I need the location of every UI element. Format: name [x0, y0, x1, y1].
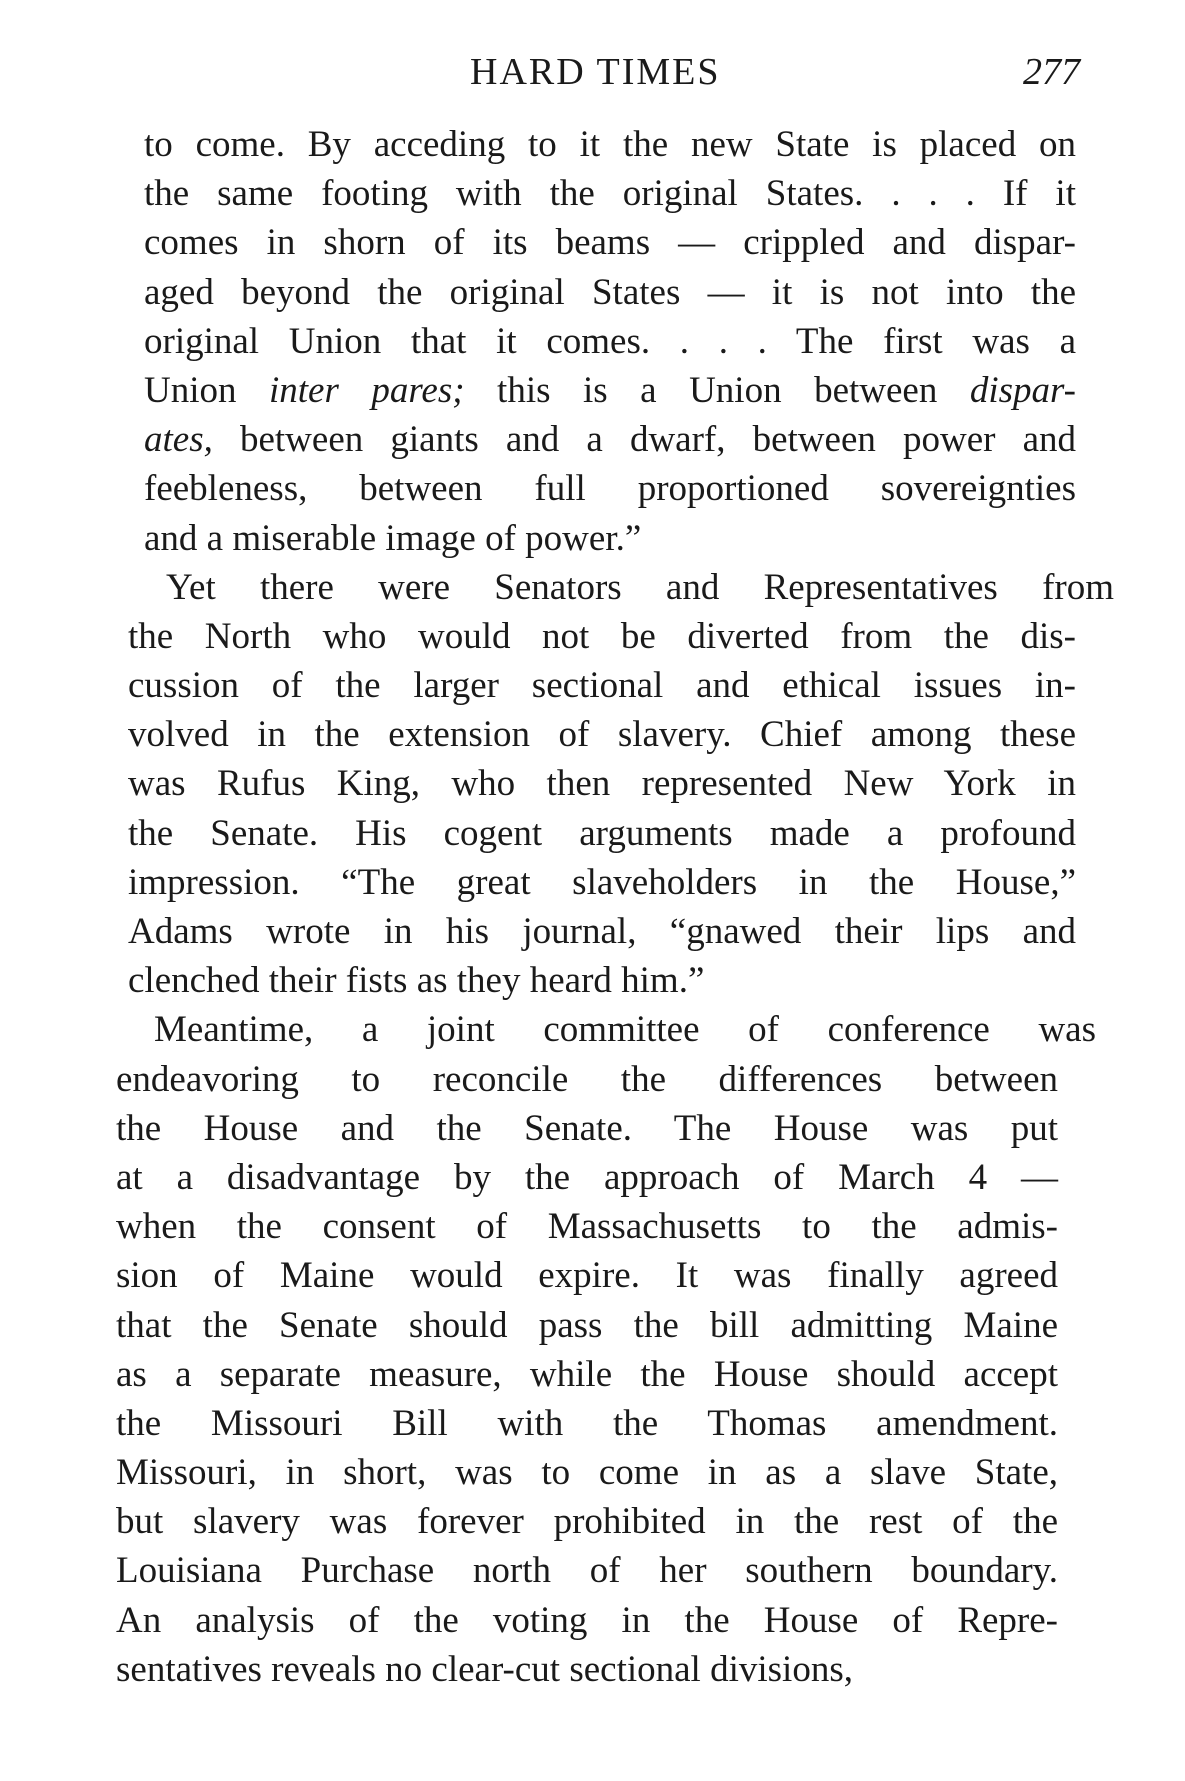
- page-header: [120, 50, 1080, 110]
- text-line: feebleness, between full proportioned sovereignties: [144, 468, 1076, 510]
- text-line: cussion of the larger sectional and ethical issues in-: [128, 665, 1076, 707]
- italic-text-run: dispar-: [969, 369, 1076, 411]
- text-line: to come. By acceding to it the new State is placed on: [144, 124, 1076, 165]
- text-line: original Union that it comes. . . . The first was a: [144, 320, 1076, 362]
- paragraph: [116, 1005, 1096, 1694]
- text-line: at a disadvantage by the approach of March 4 —: [116, 1156, 1058, 1198]
- body-text: [116, 120, 1114, 1694]
- text-line: sentatives reveals no clear-cut sectional divisions,: [116, 1648, 853, 1690]
- text-line: impression. “The great slaveholders in the House,”: [128, 861, 1076, 903]
- text-run: Union: [144, 369, 269, 411]
- text-line: when the consent of Massachusetts to the admis-: [116, 1206, 1058, 1248]
- text-line: endeavoring to reconcile the differences between: [116, 1058, 1058, 1100]
- text-line: Yet there were Senators and Representatives from: [166, 566, 1114, 608]
- text-line: [144, 366, 1076, 415]
- text-line: that the Senate should pass the bill admitting Maine: [116, 1304, 1058, 1346]
- text-line: the North who would not be diverted from the dis-: [128, 615, 1076, 657]
- italic-text-run: inter pares;: [269, 369, 465, 411]
- text-line: An analysis of the voting in the House of Repre-: [116, 1599, 1058, 1641]
- text-line: Meantime, a joint committee of conference was: [154, 1009, 1096, 1051]
- page-number: 277: [1023, 51, 1080, 93]
- text-line: volved in the extension of slavery. Chief among these: [128, 714, 1076, 756]
- text-line: Adams wrote in his journal, “gnawed their lips and: [128, 911, 1076, 952]
- text-run: between giants and a dwarf, between power and: [212, 419, 1076, 461]
- text-line: Louisiana Purchase north of her southern boundary.: [116, 1550, 1058, 1592]
- text-line: the House and the Senate. The House was put: [116, 1107, 1058, 1149]
- text-line: aged beyond the original States — it is not into the: [144, 271, 1076, 313]
- text-line: the same footing with the original States. . . . If it: [144, 173, 1076, 215]
- paragraph: [116, 120, 1076, 563]
- italic-text-run: ates,: [144, 419, 213, 461]
- text-line: and a miserable image of power.”: [144, 517, 642, 559]
- text-line: [144, 415, 1076, 464]
- text-line: Missouri, in short, was to come in as a slave State,: [116, 1452, 1058, 1494]
- text-run: this is a Union between: [464, 369, 970, 411]
- text-line: sion of Maine would expire. It was finally agreed: [116, 1255, 1058, 1297]
- text-line: was Rufus King, who then represented New York in: [128, 763, 1076, 805]
- paragraph: [116, 563, 1114, 1006]
- running-title: HARD TIMES: [470, 51, 721, 93]
- text-line: as a separate measure, while the House should accept: [116, 1353, 1058, 1395]
- text-line: clenched their fists as they heard him.”: [128, 960, 705, 1002]
- text-line: the Senate. His cogent arguments made a profound: [128, 812, 1076, 854]
- text-line: comes in shorn of its beams — crippled and dispar-: [144, 222, 1076, 264]
- text-line: but slavery was forever prohibited in the rest of the: [116, 1501, 1058, 1543]
- text-line: the Missouri Bill with the Thomas amendment.: [116, 1402, 1058, 1444]
